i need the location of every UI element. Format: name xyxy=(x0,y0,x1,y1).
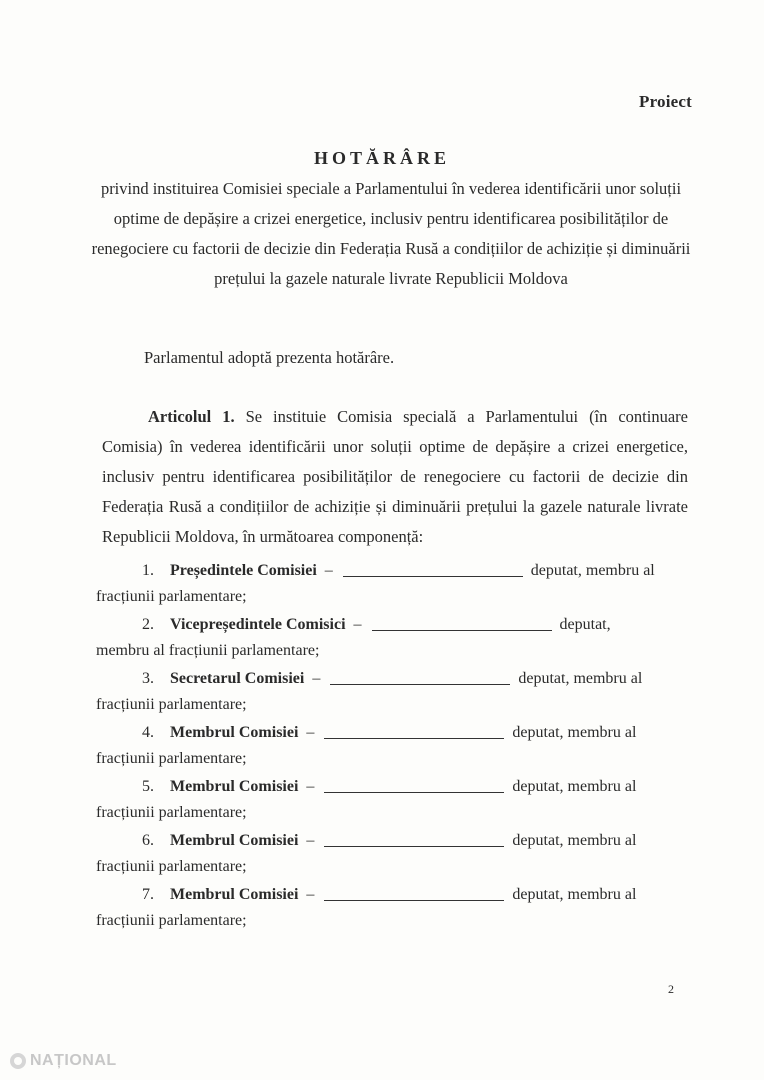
member-role: Membrul Comisiei xyxy=(170,832,299,849)
member-number: 5. xyxy=(142,778,154,795)
watermark-logo xyxy=(10,1050,117,1072)
member-role: Membrul Comisiei xyxy=(170,724,299,741)
member-number: 3. xyxy=(142,670,154,687)
member-role: Secretarul Comisiei xyxy=(170,670,305,687)
name-blank-line xyxy=(324,778,504,793)
name-blank-line xyxy=(330,670,510,685)
member-suffix: deputat, membru al xyxy=(512,886,637,903)
member-item xyxy=(0,778,764,832)
member-number: 4. xyxy=(142,724,154,741)
member-continuation: fracțiunii parlamentare; xyxy=(96,588,247,605)
member-dash: – xyxy=(312,670,321,687)
member-role: Membrul Comisiei xyxy=(170,886,299,903)
member-continuation: fracțiunii parlamentare; xyxy=(96,696,247,713)
member-number: 1. xyxy=(142,562,154,579)
watermark-logo-icon xyxy=(10,1053,26,1069)
member-dash: – xyxy=(306,886,315,903)
member-item xyxy=(0,562,764,616)
member-continuation: fracțiunii parlamentare; xyxy=(96,912,247,929)
member-continuation: fracțiunii parlamentare; xyxy=(96,858,247,875)
member-item xyxy=(0,670,764,724)
member-item xyxy=(0,616,764,670)
member-continuation: fracțiunii parlamentare; xyxy=(96,804,247,821)
page-number: 2 xyxy=(668,982,674,996)
member-suffix: deputat, membru al xyxy=(512,724,637,741)
member-role: Vicepreședintele Comisici xyxy=(170,616,346,633)
member-number: 6. xyxy=(142,832,154,849)
member-suffix: deputat, membru al xyxy=(518,670,643,687)
member-role: Președintele Comisiei xyxy=(170,562,317,579)
article-1-label: Articolul 1. xyxy=(148,407,235,426)
member-dash: – xyxy=(353,616,362,633)
member-dash: – xyxy=(306,724,315,741)
intro-paragraph: Parlamentul adoptă prezenta hotărâre. xyxy=(144,348,395,367)
draft-status-label: Proiect xyxy=(639,92,692,111)
name-blank-line xyxy=(324,724,504,739)
member-dash: – xyxy=(324,562,333,579)
member-suffix: deputat, xyxy=(559,616,611,633)
member-role: Membrul Comisiei xyxy=(170,778,299,795)
name-blank-line xyxy=(324,886,504,901)
member-continuation: membru al fracțiunii parlamentare; xyxy=(96,642,320,659)
article-1-text: Se instituie Comisia specială a Parlamentului (în continuare Comisia) în vederea identificării unor soluții optime de depășire a crizei energetice, inclusiv pentru identificarea posibilităților de renegociere cu factorii de decizie din Federația Rusă a condițiilor de achiziție și diminuării prețului la gazele naturale livrate Republicii Moldova, în următoarea componență: xyxy=(102,407,688,546)
name-blank-line xyxy=(343,562,523,577)
article-1 xyxy=(102,402,688,552)
member-dash: – xyxy=(306,778,315,795)
member-item xyxy=(0,832,764,886)
document-title: HOTĂRÂRE xyxy=(313,148,450,168)
watermark-text: NAȚIONAL xyxy=(30,1052,117,1069)
member-suffix: deputat, membru al xyxy=(512,778,637,795)
member-suffix: deputat, membru al xyxy=(530,562,655,579)
member-item xyxy=(0,886,764,940)
member-continuation: fracțiunii parlamentare; xyxy=(96,750,247,767)
member-dash: – xyxy=(306,832,315,849)
member-suffix: deputat, membru al xyxy=(512,832,637,849)
member-number: 2. xyxy=(142,616,154,633)
member-item xyxy=(0,724,764,778)
name-blank-line xyxy=(324,832,504,847)
document-subtitle: privind instituirea Comisiei speciale a Parlamentului în vederea identificării unor soluții optime de depășire a crizei energetice, inclusiv pentru identificarea posibilităților de renegociere cu factorii de decizie din Federația Rusă a condițiilor de achiziție și diminuării prețului la gazele naturale livrate Republicii Moldova xyxy=(91,179,691,288)
member-number: 7. xyxy=(142,886,154,903)
name-blank-line xyxy=(372,616,552,631)
